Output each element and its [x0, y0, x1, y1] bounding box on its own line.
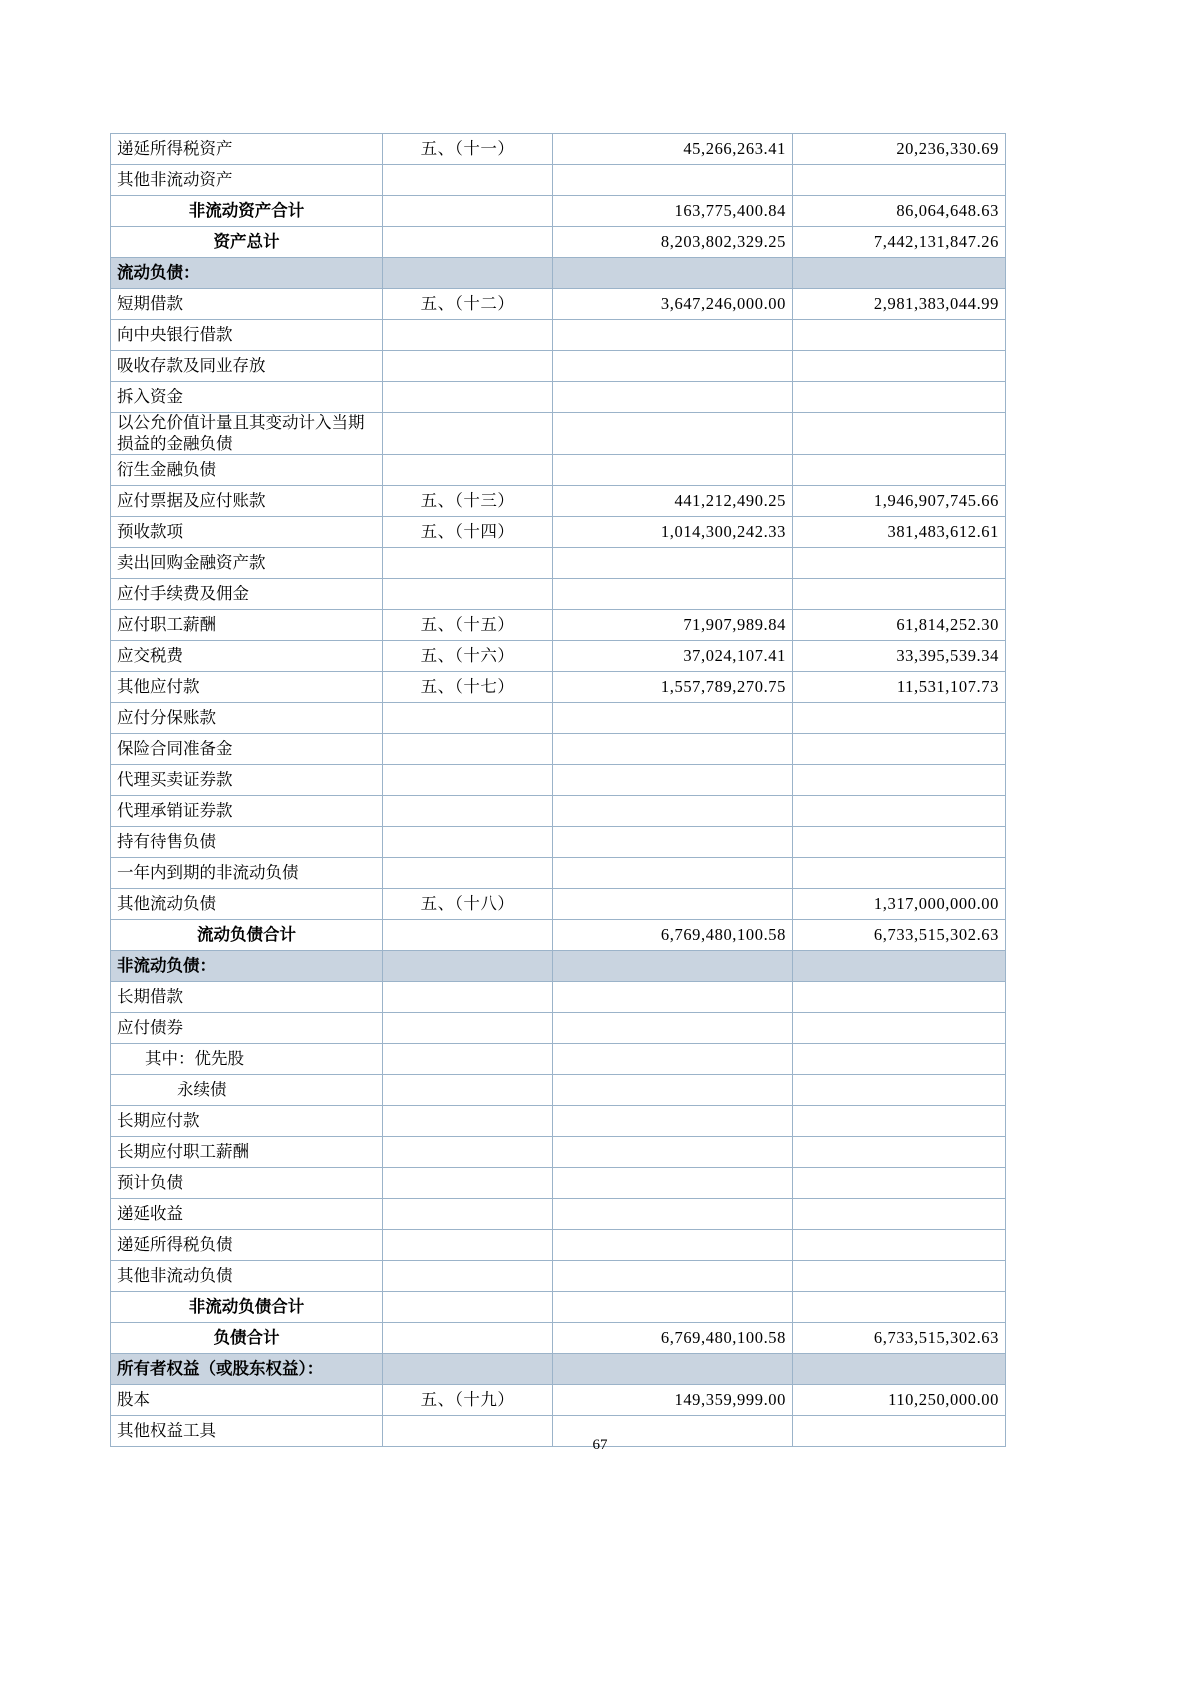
table-row [111, 858, 1006, 889]
row-value-beginning [793, 1292, 1006, 1323]
table-row [111, 1230, 1006, 1261]
row-value-ending [553, 579, 793, 610]
row-note-reference [383, 1323, 553, 1354]
table-row [111, 703, 1006, 734]
row-value-ending [553, 1044, 793, 1075]
row-value-beginning [793, 413, 1006, 455]
table-row [111, 1137, 1006, 1168]
table-row [111, 579, 1006, 610]
row-item-label: 短期借款 [111, 289, 383, 320]
row-value-beginning: 6,733,515,302.63 [793, 920, 1006, 951]
row-item-label: 以公允价值计量且其变动计入当期损益的金融负债 [111, 413, 383, 455]
table-row [111, 796, 1006, 827]
table-row [111, 517, 1006, 548]
row-value-beginning [793, 858, 1006, 889]
table-row [111, 196, 1006, 227]
row-value-ending: 1,014,300,242.33 [553, 517, 793, 548]
table-row [111, 486, 1006, 517]
row-value-ending [553, 1199, 793, 1230]
table-row [111, 951, 1006, 982]
table-row [111, 827, 1006, 858]
row-note-reference [383, 796, 553, 827]
row-note-reference: 五、（十二） [383, 289, 553, 320]
row-item-label: 股本 [111, 1385, 383, 1416]
row-item-label: 流动负债： [111, 258, 383, 289]
row-value-beginning [793, 258, 1006, 289]
row-value-ending [553, 734, 793, 765]
table-row [111, 1323, 1006, 1354]
row-item-label: 衍生金融负债 [111, 455, 383, 486]
row-note-reference: 五、（十一） [383, 134, 553, 165]
row-value-ending: 6,769,480,100.58 [553, 920, 793, 951]
row-value-beginning: 7,442,131,847.26 [793, 227, 1006, 258]
row-value-beginning [793, 703, 1006, 734]
row-note-reference [383, 734, 553, 765]
row-value-beginning [793, 579, 1006, 610]
row-value-beginning [793, 1075, 1006, 1106]
table-row [111, 382, 1006, 413]
row-value-ending [553, 548, 793, 579]
table-row [111, 1106, 1006, 1137]
table-row [111, 1044, 1006, 1075]
row-item-label: 保险合同准备金 [111, 734, 383, 765]
row-value-ending [553, 982, 793, 1013]
row-note-reference [383, 951, 553, 982]
row-note-reference: 五、（十八） [383, 889, 553, 920]
row-note-reference [383, 1013, 553, 1044]
table-row [111, 1261, 1006, 1292]
row-value-ending [553, 1137, 793, 1168]
table-row [111, 227, 1006, 258]
row-value-ending [553, 889, 793, 920]
row-note-reference [383, 703, 553, 734]
table-row [111, 641, 1006, 672]
row-note-reference [383, 1354, 553, 1385]
row-note-reference [383, 258, 553, 289]
row-value-beginning [793, 951, 1006, 982]
row-value-ending [553, 258, 793, 289]
row-item-label: 长期借款 [111, 982, 383, 1013]
row-note-reference [383, 579, 553, 610]
row-value-ending: 163,775,400.84 [553, 196, 793, 227]
row-note-reference [383, 165, 553, 196]
row-value-beginning: 11,531,107.73 [793, 672, 1006, 703]
row-value-beginning [793, 796, 1006, 827]
row-note-reference [383, 1292, 553, 1323]
row-item-label: 其他非流动资产 [111, 165, 383, 196]
row-item-label: 应付分保账款 [111, 703, 383, 734]
row-item-label: 非流动负债： [111, 951, 383, 982]
row-note-reference [383, 858, 553, 889]
table-row [111, 1354, 1006, 1385]
row-note-reference [383, 320, 553, 351]
row-item-label: 应付票据及应付账款 [111, 486, 383, 517]
row-note-reference [383, 1106, 553, 1137]
row-value-beginning [793, 1137, 1006, 1168]
row-item-label: 代理承销证券款 [111, 796, 383, 827]
row-note-reference [383, 1230, 553, 1261]
row-value-ending [553, 1168, 793, 1199]
table-row [111, 982, 1006, 1013]
row-value-beginning [793, 1044, 1006, 1075]
row-note-reference [383, 765, 553, 796]
row-value-ending [553, 320, 793, 351]
row-value-ending: 37,024,107.41 [553, 641, 793, 672]
row-item-label [111, 1044, 383, 1075]
table-row [111, 320, 1006, 351]
row-value-ending [553, 1106, 793, 1137]
row-item-label: 递延所得税资产 [111, 134, 383, 165]
row-item-label: 卖出回购金融资产款 [111, 548, 383, 579]
row-note-reference: 五、（十六） [383, 641, 553, 672]
row-item-label: 负债合计 [111, 1323, 383, 1354]
row-item-label: 预计负债 [111, 1168, 383, 1199]
row-value-ending: 71,907,989.84 [553, 610, 793, 641]
row-note-reference: 五、（十九） [383, 1385, 553, 1416]
row-value-ending [553, 765, 793, 796]
table-row [111, 1199, 1006, 1230]
table-row [111, 1292, 1006, 1323]
row-value-ending [553, 455, 793, 486]
row-value-ending [553, 1292, 793, 1323]
row-note-reference [383, 982, 553, 1013]
row-value-beginning: 6,733,515,302.63 [793, 1323, 1006, 1354]
row-value-ending: 45,266,263.41 [553, 134, 793, 165]
row-item-label: 长期应付款 [111, 1106, 383, 1137]
row-value-ending: 6,769,480,100.58 [553, 1323, 793, 1354]
row-value-ending [553, 703, 793, 734]
row-item-label: 其他非流动负债 [111, 1261, 383, 1292]
balance-sheet-table [110, 133, 1006, 1447]
table-row [111, 413, 1006, 455]
row-value-beginning: 86,064,648.63 [793, 196, 1006, 227]
row-item-label: 非流动负债合计 [111, 1292, 383, 1323]
row-value-ending [553, 796, 793, 827]
row-item-label: 持有待售负债 [111, 827, 383, 858]
row-note-reference [383, 227, 553, 258]
row-value-beginning: 33,395,539.34 [793, 641, 1006, 672]
row-value-beginning [793, 827, 1006, 858]
row-value-ending: 149,359,999.00 [553, 1385, 793, 1416]
row-value-ending [553, 951, 793, 982]
row-item-label: 应付债券 [111, 1013, 383, 1044]
balance-sheet-body [111, 134, 1006, 1447]
row-value-ending [553, 1230, 793, 1261]
row-item-label: 拆入资金 [111, 382, 383, 413]
row-item-label: 向中央银行借款 [111, 320, 383, 351]
row-value-beginning: 110,250,000.00 [793, 1385, 1006, 1416]
row-value-beginning [793, 1261, 1006, 1292]
row-value-ending [553, 1013, 793, 1044]
row-note-reference [383, 351, 553, 382]
row-note-reference [383, 827, 553, 858]
row-item-label: 吸收存款及同业存放 [111, 351, 383, 382]
row-value-beginning [793, 382, 1006, 413]
table-row [111, 134, 1006, 165]
row-value-beginning [793, 734, 1006, 765]
row-value-ending: 441,212,490.25 [553, 486, 793, 517]
row-value-ending [553, 1261, 793, 1292]
row-value-beginning [793, 982, 1006, 1013]
table-row [111, 734, 1006, 765]
row-value-beginning [793, 455, 1006, 486]
row-note-reference: 五、（十七） [383, 672, 553, 703]
table-row [111, 1168, 1006, 1199]
row-item-label: 非流动资产合计 [111, 196, 383, 227]
row-note-reference: 五、（十五） [383, 610, 553, 641]
row-note-reference [383, 1168, 553, 1199]
row-value-ending [553, 858, 793, 889]
row-value-beginning: 1,946,907,745.66 [793, 486, 1006, 517]
table-row [111, 165, 1006, 196]
row-note-reference [383, 548, 553, 579]
table-row [111, 289, 1006, 320]
row-note-reference [383, 1261, 553, 1292]
row-item-label: 应付手续费及佣金 [111, 579, 383, 610]
row-note-reference [383, 455, 553, 486]
row-value-beginning: 2,981,383,044.99 [793, 289, 1006, 320]
row-item-label: 递延所得税负债 [111, 1230, 383, 1261]
table-row [111, 351, 1006, 382]
row-value-ending: 8,203,802,329.25 [553, 227, 793, 258]
page-number: 67 [592, 1437, 608, 1453]
row-note-reference: 五、（十四） [383, 517, 553, 548]
row-value-beginning: 381,483,612.61 [793, 517, 1006, 548]
row-item-label [111, 1075, 383, 1106]
row-value-beginning: 61,814,252.30 [793, 610, 1006, 641]
row-note-reference [383, 920, 553, 951]
row-note-reference: 五、（十三） [383, 486, 553, 517]
row-value-beginning [793, 1106, 1006, 1137]
row-value-ending [553, 165, 793, 196]
row-value-beginning [793, 765, 1006, 796]
row-value-beginning [793, 320, 1006, 351]
row-item-label: 资产总计 [111, 227, 383, 258]
row-value-beginning [793, 1354, 1006, 1385]
row-item-label: 应交税费 [111, 641, 383, 672]
row-value-ending [553, 413, 793, 455]
row-value-beginning [793, 1199, 1006, 1230]
row-value-ending: 1,557,789,270.75 [553, 672, 793, 703]
table-row [111, 455, 1006, 486]
row-value-ending [553, 827, 793, 858]
row-item-label: 递延收益 [111, 1199, 383, 1230]
table-row [111, 548, 1006, 579]
table-row [111, 889, 1006, 920]
row-value-beginning [793, 351, 1006, 382]
row-note-reference [383, 1044, 553, 1075]
row-value-ending: 3,647,246,000.00 [553, 289, 793, 320]
row-note-reference [383, 413, 553, 455]
row-value-beginning [793, 548, 1006, 579]
row-item-label: 一年内到期的非流动负债 [111, 858, 383, 889]
row-value-beginning [793, 1013, 1006, 1044]
row-item-text: 永续债 [177, 1079, 227, 1099]
row-item-label: 其他应付款 [111, 672, 383, 703]
table-row [111, 1075, 1006, 1106]
row-value-ending [553, 382, 793, 413]
row-item-label: 其他权益工具 [111, 1416, 383, 1447]
row-value-ending [553, 351, 793, 382]
table-row [111, 1385, 1006, 1416]
row-item-label: 所有者权益（或股东权益）： [111, 1354, 383, 1385]
row-item-label: 长期应付职工薪酬 [111, 1137, 383, 1168]
row-value-ending [553, 1075, 793, 1106]
row-item-label: 预收款项 [111, 517, 383, 548]
table-row [111, 610, 1006, 641]
row-item-label: 流动负债合计 [111, 920, 383, 951]
table-row [111, 920, 1006, 951]
row-value-ending [553, 1354, 793, 1385]
row-note-reference [383, 1075, 553, 1106]
balance-sheet-table-wrapper [110, 133, 1005, 1447]
row-note-reference [383, 196, 553, 227]
table-row [111, 765, 1006, 796]
row-value-beginning [793, 1230, 1006, 1261]
row-item-label: 其他流动负债 [111, 889, 383, 920]
table-row [111, 1013, 1006, 1044]
row-value-beginning [793, 165, 1006, 196]
row-value-beginning: 1,317,000,000.00 [793, 889, 1006, 920]
row-item-label: 代理买卖证券款 [111, 765, 383, 796]
row-note-reference [383, 1137, 553, 1168]
row-item-label: 应付职工薪酬 [111, 610, 383, 641]
row-note-reference [383, 382, 553, 413]
row-note-reference [383, 1199, 553, 1230]
table-row [111, 258, 1006, 289]
row-value-beginning [793, 1168, 1006, 1199]
table-row [111, 672, 1006, 703]
row-value-beginning: 20,236,330.69 [793, 134, 1006, 165]
row-item-text: 其中：优先股 [145, 1048, 244, 1068]
